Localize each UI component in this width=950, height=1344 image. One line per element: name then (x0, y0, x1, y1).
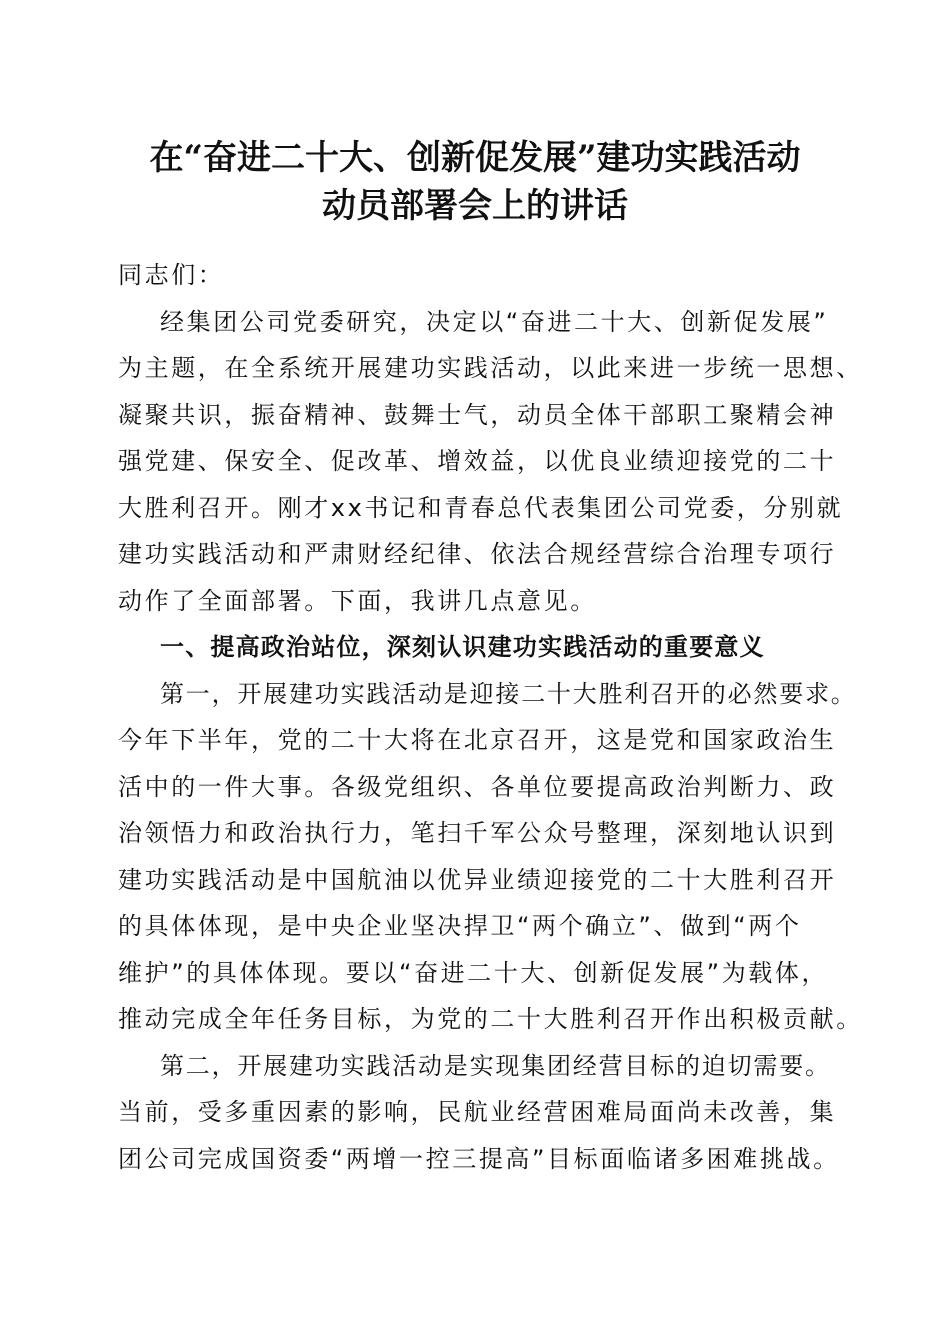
paragraph-line: 维护”的具体体现。要以“奋进二十大、创新促发展”为载体， (118, 958, 829, 987)
paragraph-line: 凝聚共识，振奋精神、鼓舞士气，动员全体干部职工聚精会神 (118, 400, 837, 429)
document-title-line-1: 在“奋进二十大、创新促发展”建功实践活动 (149, 138, 801, 178)
paragraph-line: 今年下半年，党的二十大将在北京召开，这是党和国家政治生 (118, 726, 837, 754)
paragraph-line: 的具体体现，是中央企业坚决捍卫“两个确立”、做到“两个 (118, 912, 802, 940)
paragraph-line: 治领悟力和政治执行力，笔扫千军公众号整理，深刻地认识到 (118, 819, 837, 847)
section-heading: 一、提高政治站位，深刻认识建功实践活动的重要意义 (160, 633, 765, 661)
salutation: 同志们： (118, 261, 225, 289)
subheading-line: 第二，开展建功实践活动是实现集团经营目标的迫切需要。 (160, 1051, 831, 1080)
paragraph-line: 大胜利召开。刚才xx书记和青春总代表集团公司党委，分别就 (118, 493, 844, 522)
paragraph-line: 强党建、保安全、促改革、增效益，以优良业绩迎接党的二十 (118, 447, 837, 475)
paragraph-line: 推动完成全年任务目标，为党的二十大胜利召开作出积极贡献。 (118, 1005, 863, 1033)
paragraph-line: 经集团公司党委研究，决定以“奋进二十大、创新促发展” (160, 307, 829, 336)
paragraph-line: 建功实践活动是中国航油以优异业绩迎接党的二十大胜利召开 (118, 865, 837, 894)
paragraph-line: 建功实践活动和严肃财经纪律、依法合规经营综合治理专项行 (118, 540, 837, 568)
subheading-line: 第一，开展建功实践活动是迎接二十大胜利召开的必然要求。 (160, 679, 857, 708)
document-title-line-2: 动员部署会上的讲话 (322, 186, 628, 226)
paragraph-line: 为主题，在全系统开展建功实践活动，以此来进一步统一思想、 (118, 354, 863, 382)
paragraph-line: 活中的一件大事。各级党组织、各单位要提高政治判断力、政 (118, 772, 837, 801)
paragraph-line: 当前，受多重因素的影响，民航业经营困难局面尚未改善，集 (118, 1098, 837, 1126)
paragraph-line: 团公司完成国资委“两增一控三提高”目标面临诸多困难挑战。 (118, 1144, 840, 1173)
document-body (118, 252, 863, 1182)
paragraph-line: 动作了全面部署。下面，我讲几点意见。 (118, 586, 597, 615)
